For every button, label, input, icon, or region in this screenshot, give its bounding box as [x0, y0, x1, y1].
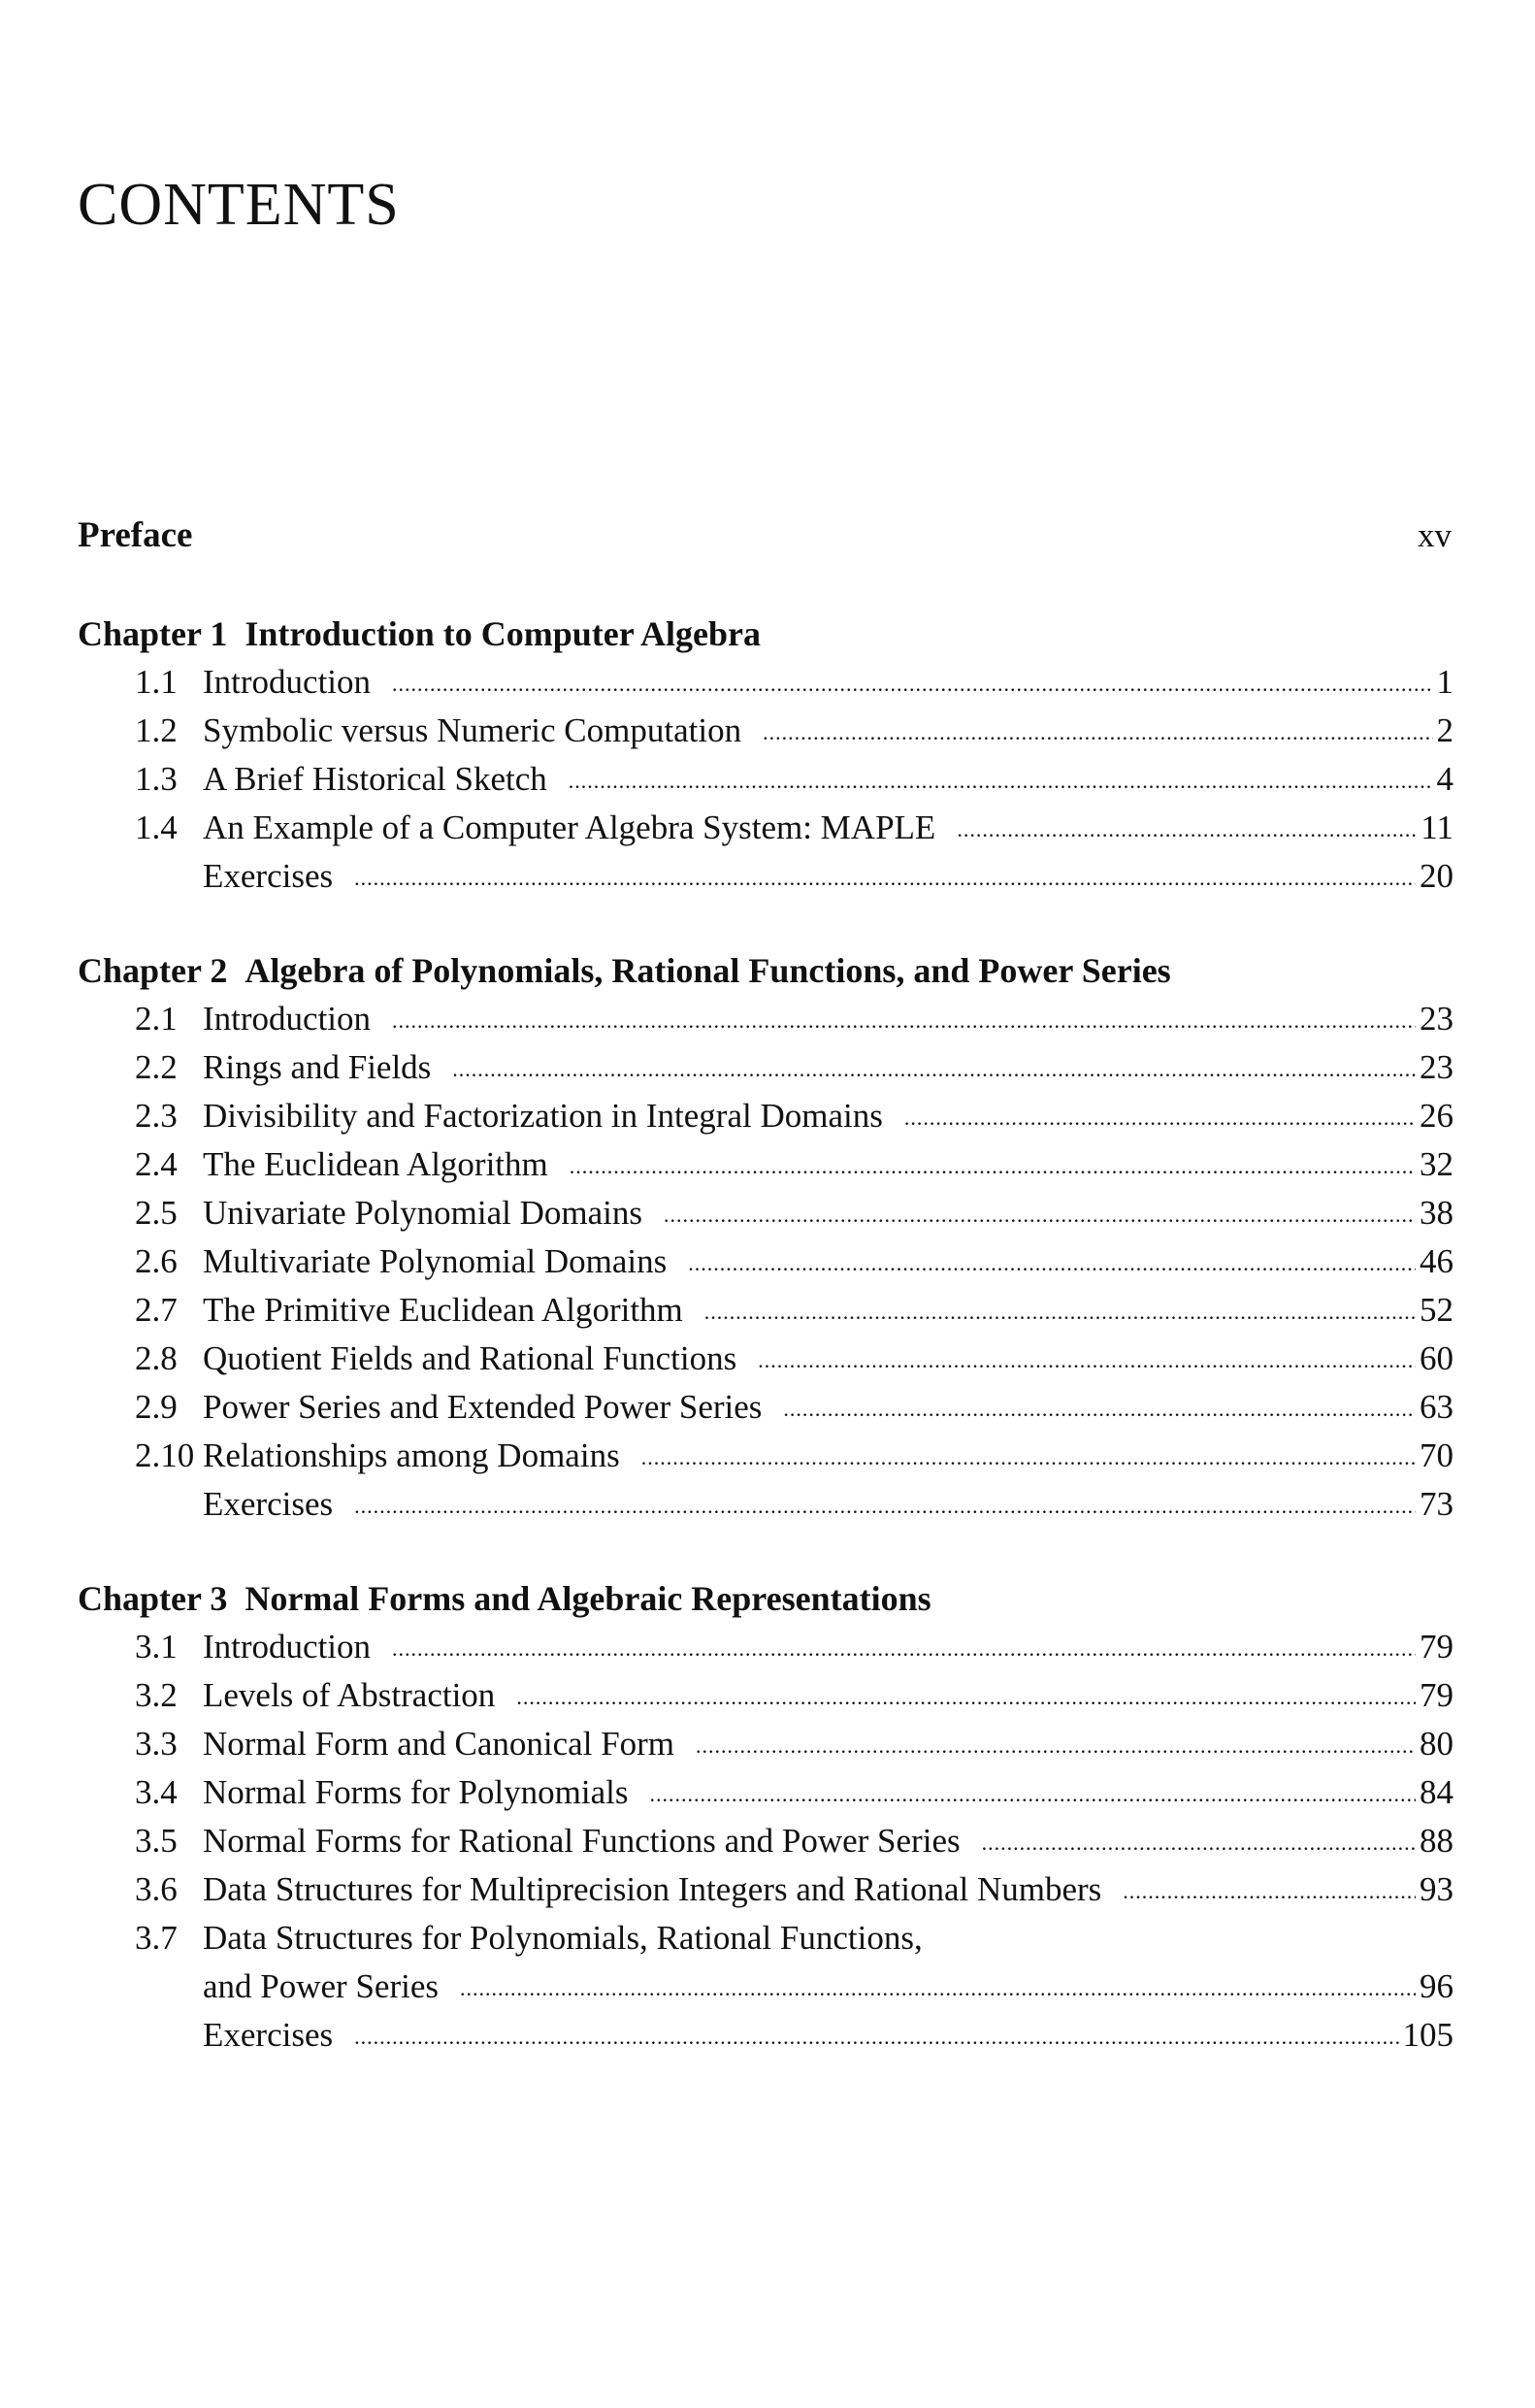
section-title: Divisibility and Factorization in Integral Domains	[203, 1097, 883, 1135]
toc-entry	[78, 658, 1453, 707]
preface-page-number: xv	[1418, 516, 1452, 554]
chapter-title: Algebra of Polynomials, Rational Functions, and Power Series	[245, 951, 1171, 990]
section-number: 1.3	[135, 760, 178, 798]
preface-label: Preface	[78, 515, 193, 555]
chapter-title: Normal Forms and Algebraic Representations	[245, 1579, 931, 1618]
page-number: 96	[1420, 1967, 1453, 2005]
dot-leader	[649, 1784, 1416, 1805]
chapter-heading	[78, 610, 1453, 658]
page-number: 23	[1420, 1000, 1453, 1038]
section-number: 2.1	[135, 1000, 178, 1038]
dot-leader	[783, 1399, 1416, 1420]
dot-leader	[982, 1832, 1416, 1854]
dot-leader	[354, 868, 1416, 889]
dot-leader	[641, 1447, 1416, 1468]
section-title: Normal Forms for Polynomials	[203, 1773, 629, 1811]
toc-entry	[78, 1140, 1453, 1189]
section-title: Exercises	[203, 1485, 334, 1523]
section-title: Multivariate Polynomial Domains	[203, 1242, 668, 1280]
dot-leader	[758, 1350, 1416, 1371]
toc-entry	[78, 1480, 1453, 1529]
section-number: 3.6	[135, 1870, 178, 1908]
section-title: Normal Forms for Rational Functions and Power Series	[203, 1822, 961, 1860]
section-title: The Primitive Euclidean Algorithm	[203, 1291, 683, 1329]
page-number: 11	[1421, 808, 1453, 846]
toc-entry	[78, 1189, 1453, 1237]
dot-leader	[904, 1107, 1416, 1129]
dot-leader	[354, 2027, 1398, 2048]
toc-entry	[78, 1432, 1453, 1480]
section-title: Introduction	[203, 1000, 372, 1038]
section-number: 3.2	[135, 1676, 178, 1714]
chapter-label: Chapter 3	[78, 1579, 228, 1618]
section-number: 2.4	[135, 1145, 178, 1183]
page-number: 32	[1420, 1145, 1453, 1183]
chapter-section	[78, 946, 1453, 1529]
chapter-heading	[78, 1574, 1453, 1623]
page-number: 52	[1420, 1291, 1453, 1329]
dot-leader	[696, 1735, 1416, 1757]
section-number: 2.8	[135, 1339, 178, 1377]
section-title-continued: and Power Series	[203, 1967, 440, 2005]
toc-entry	[78, 1720, 1453, 1768]
section-title: A Brief Historical Sketch	[203, 760, 547, 798]
chapter-list	[78, 610, 1453, 2060]
section-number: 1.4	[135, 808, 178, 846]
toc-entry	[78, 1335, 1453, 1383]
section-title: Introduction	[203, 663, 372, 701]
dot-leader	[763, 722, 1432, 743]
dot-leader	[516, 1687, 1416, 1708]
section-title: Quotient Fields and Rational Functions	[203, 1339, 737, 1377]
page-number: 70	[1420, 1436, 1453, 1474]
dot-leader	[392, 1010, 1416, 1032]
section-number: 3.7	[135, 1919, 178, 1957]
dot-leader	[704, 1302, 1416, 1323]
section-title: Exercises	[203, 2016, 334, 2054]
dot-leader	[392, 1638, 1416, 1660]
page-number: 20	[1420, 857, 1453, 895]
page-number: 2	[1436, 711, 1453, 749]
section-title: Rings and Fields	[203, 1048, 432, 1086]
section-title: Data Structures for Polynomials, Rational Functions,	[203, 1919, 923, 1957]
page-number: 79	[1420, 1676, 1453, 1714]
section-number: 3.4	[135, 1773, 178, 1811]
section-number: 3.5	[135, 1822, 178, 1860]
toc-entry	[78, 1914, 1453, 1963]
page-number: 46	[1420, 1242, 1453, 1280]
dot-leader	[664, 1204, 1416, 1226]
section-title: Exercises	[203, 857, 334, 895]
toc-entry	[78, 755, 1453, 804]
table-of-contents	[78, 514, 1453, 2105]
toc-entry	[78, 1092, 1453, 1140]
chapter-label: Chapter 1	[78, 614, 228, 653]
section-number: 1.2	[135, 711, 178, 749]
dot-leader	[452, 1059, 1416, 1080]
page-number: 23	[1420, 1048, 1453, 1086]
section-number: 2.10	[135, 1436, 195, 1474]
section-title: Univariate Polynomial Domains	[203, 1194, 642, 1232]
page-number: 60	[1420, 1339, 1453, 1377]
section-title: Data Structures for Multiprecision Integers and Rational Numbers	[203, 1870, 1102, 1908]
section-title: Normal Form and Canonical Form	[203, 1725, 675, 1763]
page-number: 38	[1420, 1194, 1453, 1232]
page-number: 80	[1420, 1725, 1453, 1763]
page-number: 105	[1402, 2016, 1453, 2054]
toc-preface-row	[78, 514, 1453, 563]
toc-entry	[78, 852, 1453, 901]
section-title: Symbolic versus Numeric Computation	[203, 711, 742, 749]
toc-entry	[78, 1817, 1453, 1865]
page-number: 79	[1420, 1628, 1453, 1666]
page-number: 4	[1436, 760, 1453, 798]
toc-entry	[78, 1286, 1453, 1335]
page-title: CONTENTS	[78, 172, 400, 238]
toc-entry	[78, 1768, 1453, 1817]
toc-entry	[78, 1865, 1453, 1914]
chapter-label: Chapter 2	[78, 951, 228, 990]
section-title: Power Series and Extended Power Series	[203, 1388, 763, 1426]
page-number: 1	[1436, 663, 1453, 701]
dot-leader	[688, 1253, 1416, 1274]
section-number: 2.6	[135, 1242, 178, 1280]
page-number: 26	[1420, 1097, 1453, 1135]
section-title: The Euclidean Algorithm	[203, 1145, 548, 1183]
dot-leader	[570, 1156, 1416, 1177]
section-number: 1.1	[135, 663, 178, 701]
toc-entry	[78, 2011, 1453, 2060]
dot-leader	[569, 771, 1433, 792]
chapter-section	[78, 1574, 1453, 2060]
page-number: 73	[1420, 1485, 1453, 1523]
section-number: 2.9	[135, 1388, 178, 1426]
toc-entry	[78, 1237, 1453, 1286]
toc-entry	[78, 1383, 1453, 1432]
section-title: Levels of Abstraction	[203, 1676, 496, 1714]
page-number: 93	[1420, 1870, 1453, 1908]
dot-leader	[460, 1978, 1416, 1999]
section-title: Relationships among Domains	[203, 1436, 620, 1474]
section-number: 2.7	[135, 1291, 178, 1329]
page-number: 63	[1420, 1388, 1453, 1426]
section-title: Introduction	[203, 1628, 372, 1666]
section-number: 3.3	[135, 1725, 178, 1763]
section-number: 2.2	[135, 1048, 178, 1086]
toc-entry	[78, 1671, 1453, 1720]
chapter-section	[78, 610, 1453, 901]
dot-leader	[957, 819, 1417, 841]
toc-entry	[78, 707, 1453, 755]
toc-entry	[78, 1043, 1453, 1092]
toc-entry-continuation	[78, 1963, 1453, 2011]
section-title: An Example of a Computer Algebra System: MAPLE	[203, 808, 936, 846]
toc-entry	[78, 995, 1453, 1043]
chapter-title: Introduction to Computer Algebra	[245, 614, 762, 653]
dot-leader	[1123, 1881, 1416, 1902]
dot-leader	[354, 1496, 1416, 1517]
toc-entry	[78, 804, 1453, 852]
page-number: 88	[1420, 1822, 1453, 1860]
section-number: 3.1	[135, 1628, 178, 1666]
page-number: 84	[1420, 1773, 1453, 1811]
section-number: 2.5	[135, 1194, 178, 1232]
toc-entry	[78, 1623, 1453, 1671]
section-number: 2.3	[135, 1097, 178, 1135]
dot-leader	[392, 674, 1432, 695]
chapter-heading	[78, 946, 1453, 995]
